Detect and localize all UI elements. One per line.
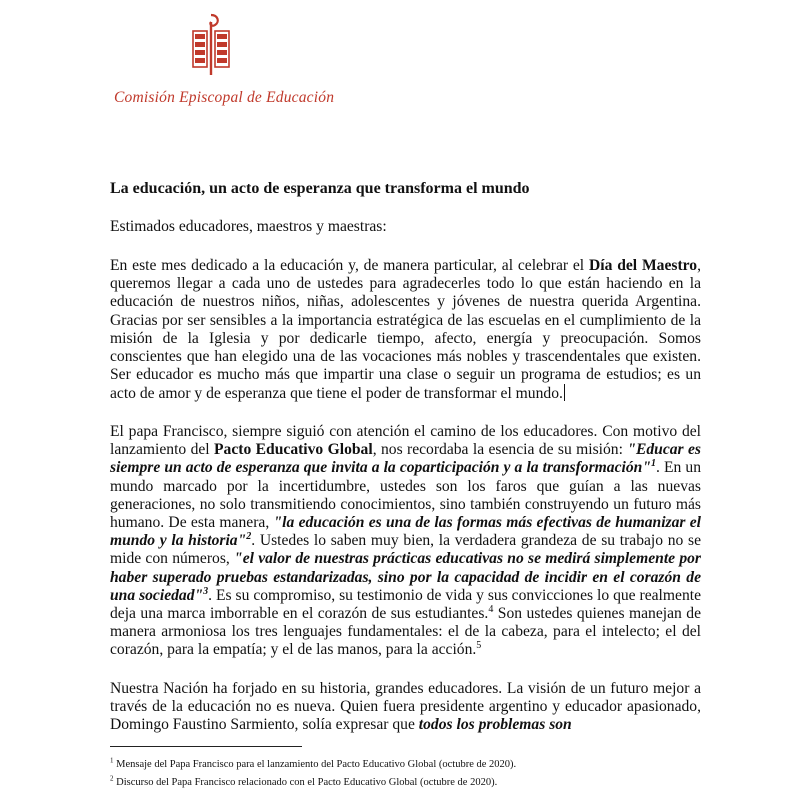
bold-dia-del-maestro: Día del Maestro [588, 257, 698, 274]
document-title: La educación, un acto de esperanza que transforma el mundo [110, 180, 530, 197]
footnote-separator [110, 746, 302, 747]
footnote-ref-5[interactable]: 5 [476, 640, 482, 652]
paragraph-3: Nuestra Nación ha forjado en su historia, grandes educadores. La visión de un futuro mejor a través de la educación no es nueva. Quien fuera presidente argentino y educador apasionado, Domingo Faustino Sarmiento, solía expresar que todos los problemas son [110, 680, 701, 734]
quote-sarmiento: todos los problemas son [418, 716, 572, 734]
footnote-ref-1[interactable]: 1 [650, 458, 656, 470]
footnote-ref-4[interactable]: 4 [488, 603, 494, 615]
footnote-ref-2[interactable]: 2 [246, 531, 252, 543]
quote-3: "el valor de nuestras prácticas educativas no se medirá simplemente por haber superado pruebas estandarizadas, sino por la capacidad de incidir en el corazón de una sociedad" [110, 550, 701, 604]
paragraph-2: El papa Francisco, siempre siguió con atención el camino de los educadores. Con motivo del lanzamiento del Pacto Educativo Global, nos recordaba la esencia de su misión: "Educar es siempre un acto de esperanza que invita a la coparticipación y a la transformación"$^1$. En un mundo marcado por la incertidumbre, ustedes son los faros que guían a las nuevas generaciones, no solo transmitiendo conocimientos, sino también construyendo un futuro más humano. De esta manera, "la educación es una de las formas más efectivas de humanizar el mundo y la historia"$^2$. Ustedes lo saben muy bien, la verdadera grandeza de su trabajo no se mide con números, "el valor de nuestras prácticas educativas no se medirá simplemente por haber superado pruebas estandarizadas, sino por la capacidad de incidir en el corazón de una sociedad"$^3$. Es su compromiso, su testimonio de vida y sus convicciones lo que realmente deja una marca imborrable en el corazón de sus estudiantes.$^4$ Son ustedes quienes manejan de manera armoniosa los tres lenguajes fundamentales: el de la cabeza, para el intelecto; el del corazón, para la empatía; y el de las manos, para la acción.$^5$ [110, 423, 702, 659]
text-cursor [564, 384, 565, 401]
quote-2: "la educación es una de las formas más efectivas de humanizar el mundo y la historia" [110, 514, 702, 550]
org-name: Comisión Episcopal de Educación [114, 89, 335, 106]
greeting: Estimados educadores, maestros y maestras: [110, 218, 387, 235]
footnote-1: $^1$ Mensaje del Papa Francisco para el lanzamiento del Pacto Educativo Global (octubre de 2020). [110, 756, 517, 770]
bold-pacto-educativo: Pacto Educativo Global [214, 441, 373, 459]
episcopal-crest-icon [188, 13, 234, 77]
footnote-2: $^2$ Discurso del Papa Francisco relacionado con el Pacto Educativo Global (octubre de 2020). [110, 774, 498, 788]
paragraph-1: En este mes dedicado a la educación y, de manera particular, al celebrar el Día del Maestro, queremos llegar a cada uno de ustedes para agradecerles todo lo que están haciendo en la educación de nuestros niños, niñas, adolescentes y jóvenes de nuestra querida Argentina. Gracias por ser sensibles a la importancia estratégica de las escuelas en el cumplimiento de la misión de la Iglesia y por dedicarle tiempo, afecto, energía y preocupación. Somos conscientes que han elegido una de las vocaciones más nobles y trascendentales que existen. Ser educador es mucho más que impartir una clase o seguir un programa de estudios; es un acto de amor y de esperanza que tiene el poder de transformar el mundo. [110, 257, 702, 403]
footnote-ref-3[interactable]: 3 [203, 585, 209, 597]
quote-1: "Educar es siempre un acto de esperanza que invita a la coparticipación y a la transformación" [110, 441, 702, 477]
